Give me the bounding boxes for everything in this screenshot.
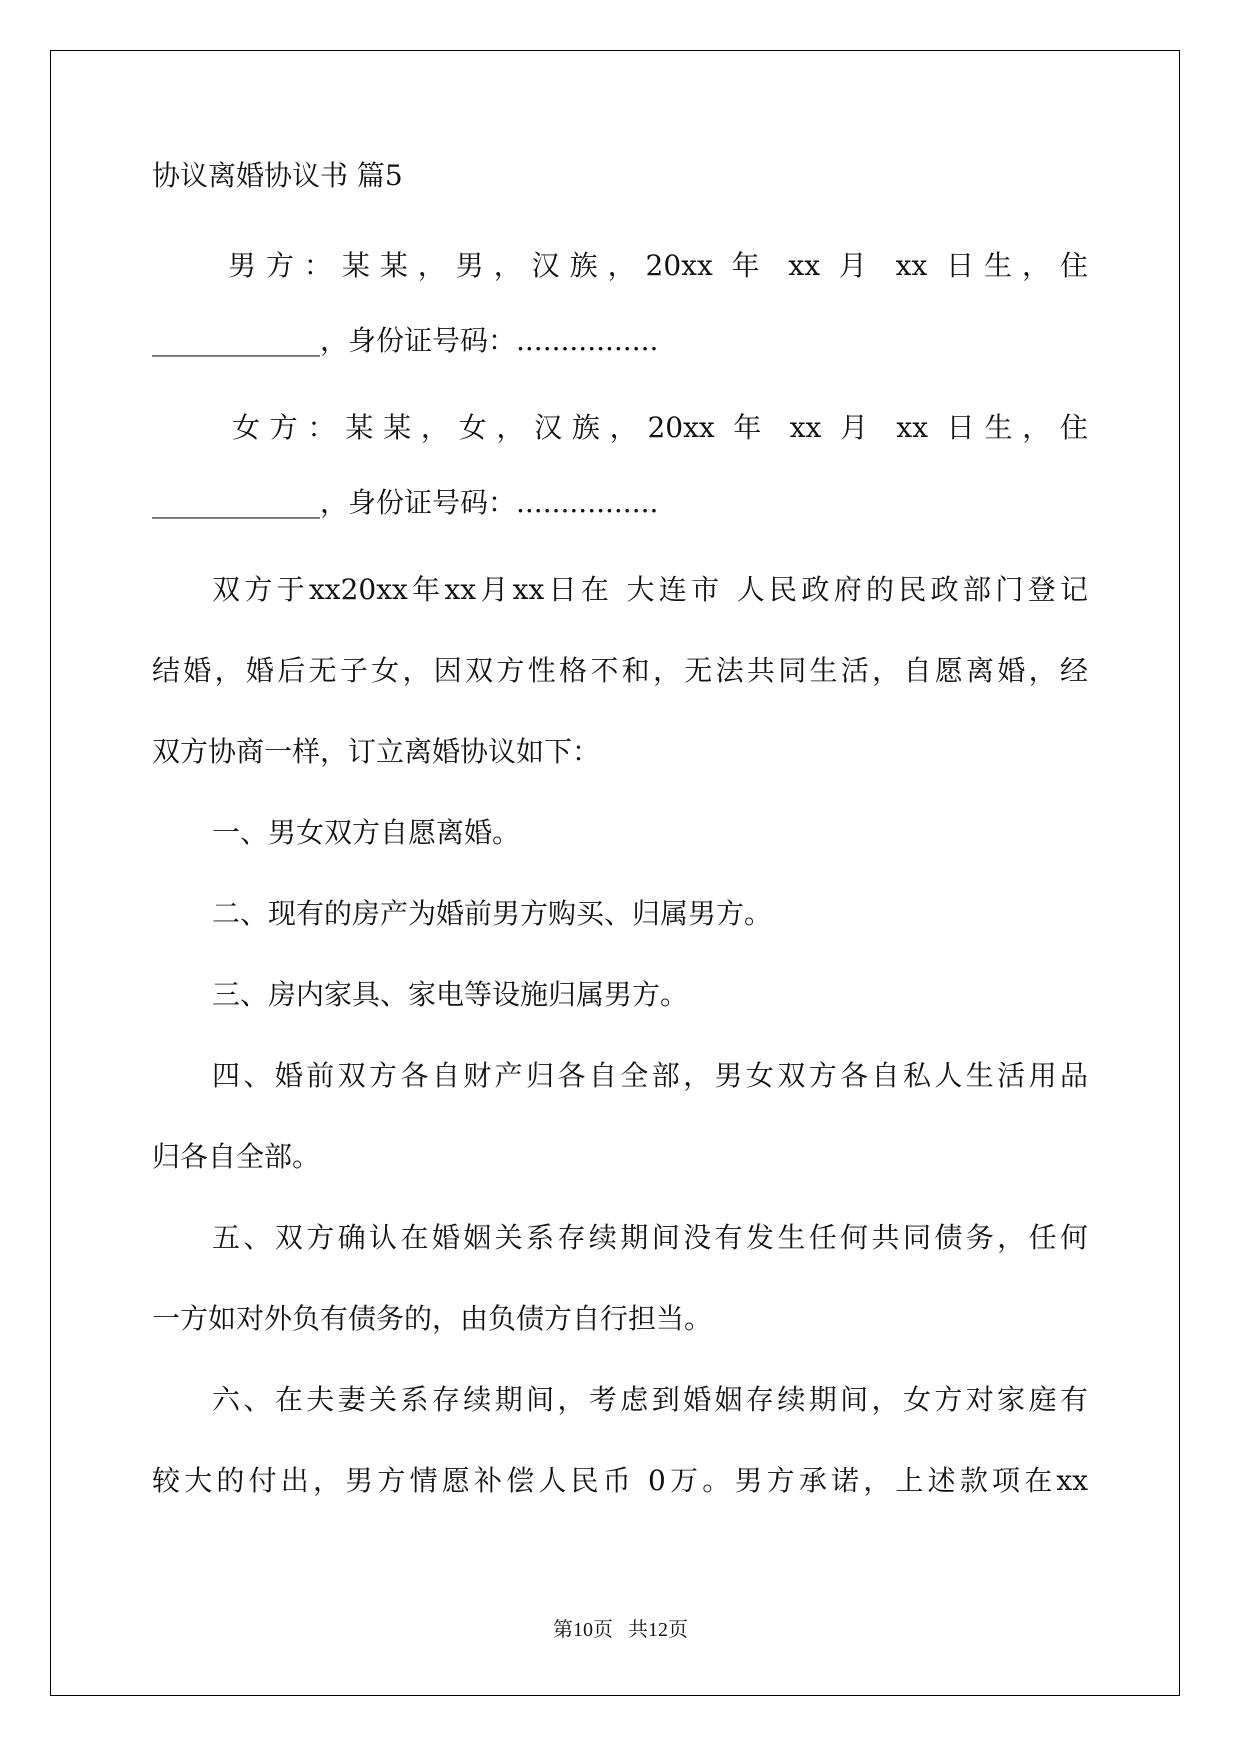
page-total: 共12页 — [628, 1619, 688, 1641]
male-party-line: 男方：某某，男，汉族，20xx 年 xx 月 xx 日生，住 — [228, 249, 1088, 282]
paragraph-line: 双方协商一样，订立离婚协议如下： — [152, 735, 601, 768]
clause-2: 二、现有的房产为婚前男方购买、归属男方。 — [212, 897, 773, 930]
page-number: 第10页 — [553, 1619, 613, 1641]
clause-4: 四、婚前双方各自财产归各自全部，男女双方各自私人生活用品 — [212, 1059, 1088, 1092]
page-border — [50, 50, 1180, 1696]
female-party-line: 女方：某某，女，汉族，20xx 年 xx 月 xx 日生，住 — [232, 411, 1088, 444]
document-title: 协议离婚协议书 篇5 — [152, 159, 403, 192]
clause-4-cont: 归各自全部。 — [152, 1140, 321, 1173]
male-id-line: ____________，身份证号码：................ — [152, 324, 659, 357]
clause-5-cont: 一方如对外负有债务的，由负债方自行担当。 — [152, 1302, 713, 1335]
clause-6: 六、在夫妻关系存续期间，考虑到婚姻存续期间，女方对家庭有 — [212, 1383, 1088, 1416]
clause-6-cont: 较大的付出，男方情愿补偿人民币 0万。男方承诺，上述款项在xx — [152, 1464, 1088, 1497]
page-footer — [0, 1613, 1241, 1642]
paragraph-line: 结婚，婚后无子女，因双方性格不和，无法共同生活，自愿离婚，经 — [152, 654, 1088, 687]
female-id-line: ____________，身份证号码：................ — [152, 486, 659, 519]
clause-1: 一、男女双方自愿离婚。 — [212, 816, 521, 849]
clause-3: 三、房内家具、家电等设施归属男方。 — [212, 978, 689, 1011]
clause-5: 五、双方确认在婚姻关系存续期间没有发生任何共同债务，任何 — [212, 1221, 1088, 1254]
paragraph-line: 双方于xx20xx年xx月xx日在 大连市 人民政府的民政部门登记 — [212, 573, 1088, 606]
